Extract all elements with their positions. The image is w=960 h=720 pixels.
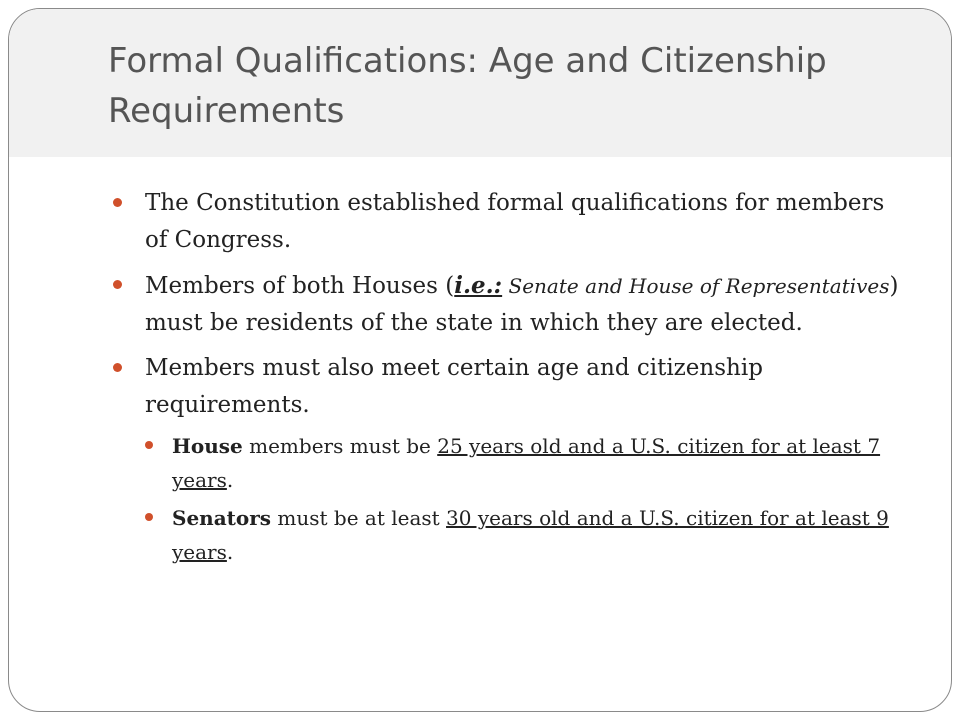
house-text: members must be bbox=[242, 434, 438, 458]
bullet-residency bbox=[108, 267, 908, 342]
bullet-age-citizenship bbox=[108, 350, 908, 569]
house-label: House bbox=[172, 434, 243, 458]
senators-label: Senators bbox=[172, 506, 272, 530]
house-period: . bbox=[226, 468, 234, 492]
slide-body bbox=[108, 185, 908, 577]
house-requirement: 25 years old and a U.S. citizen for at least 7 years bbox=[172, 434, 881, 492]
houses-italic-text: Senate and House of Representatives bbox=[502, 274, 890, 298]
sub-bullet-senators bbox=[145, 501, 908, 569]
bullet-constitution-text: The Constitution established formal qualifications for members of Congress. bbox=[145, 190, 885, 253]
residency-text-after: ) must be residents of the state in which they are elected. bbox=[145, 273, 899, 336]
sub-bullet-list bbox=[145, 429, 908, 569]
residency-text-before: Members of both Houses ( bbox=[145, 273, 455, 299]
sub-bullet-house bbox=[145, 429, 908, 497]
ie-abbreviation: i.e.: bbox=[454, 272, 503, 299]
bullet-constitution bbox=[108, 185, 908, 259]
bullet-age-citizenship-text: Members must also meet certain age and citizenship requirements. bbox=[145, 355, 763, 418]
bullet-list bbox=[108, 185, 908, 569]
senators-text: must be at least bbox=[271, 506, 447, 530]
slide-frame bbox=[8, 8, 952, 712]
senators-requirement: 30 years old and a U.S. citizen for at least 9 years bbox=[172, 506, 889, 564]
slide-title: Formal Qualifications: Age and Citizenship Requirements bbox=[108, 41, 827, 131]
senators-period: . bbox=[226, 540, 234, 564]
